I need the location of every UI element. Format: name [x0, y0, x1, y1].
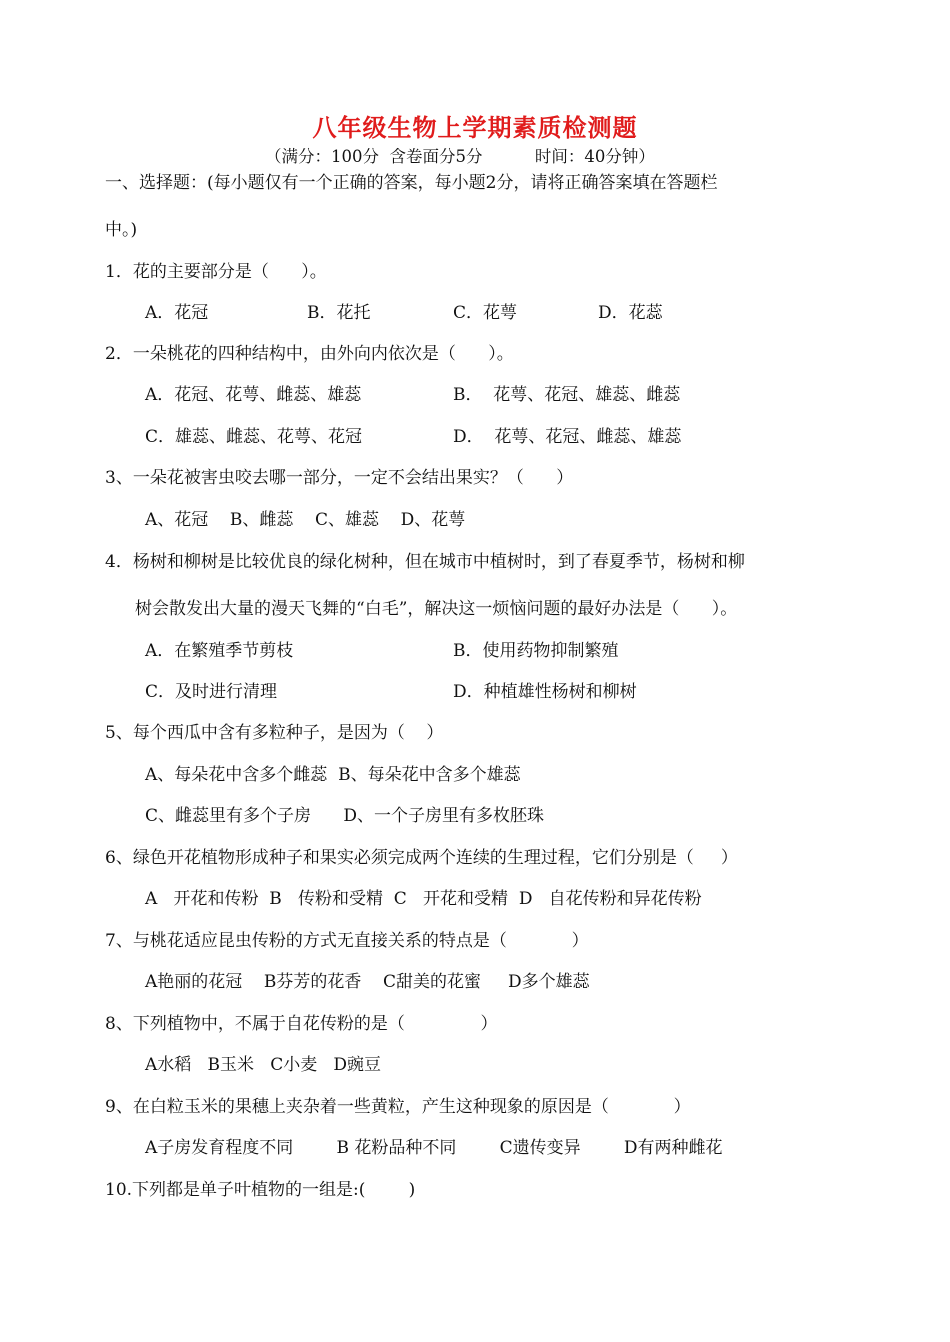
question-1-option-b: B．花托 — [307, 303, 371, 323]
question-2-stem: 2．一朵桃花的四种结构中，由外向内依次是（ ）。 — [105, 344, 514, 364]
question-4-stem: 4．杨树和柳树是比较优良的绿化树种，但在城市中植树时，到了春夏季节，杨树和柳 — [105, 552, 745, 572]
question-1-option-a: A．花冠 — [145, 303, 209, 323]
question-3-options: A、花冠 B、雌蕊 C、雄蕊 D、花萼 — [145, 510, 466, 530]
question-1-option-d: D．花蕊 — [598, 303, 663, 323]
question-10-stem: 10.下列都是单子叶植物的一组是:( ) — [105, 1180, 416, 1200]
question-4-option-a: A．在繁殖季节剪枝 — [145, 641, 294, 661]
question-2-option-c: C．雄蕊、雌蕊、花萼、花冠 — [145, 427, 363, 447]
question-1-stem: 1．花的主要部分是（ ）。 — [105, 262, 327, 282]
question-8-stem: 8、下列植物中，不属于自花传粉的是（ ） — [105, 1014, 498, 1034]
question-9-stem: 9、在白粒玉米的果穗上夹杂着一些黄粒，产生这种现象的原因是（ ） — [105, 1097, 691, 1117]
question-5-options-line1: A、每朵花中含多个雌蕊 B、每朵花中含多个雄蕊 — [145, 765, 521, 785]
question-3-stem: 3、一朵花被害虫咬去哪一部分，一定不会结出果实？（ ） — [105, 468, 574, 488]
question-2-option-b: B． 花萼、花冠、雄蕊、雌蕊 — [453, 385, 681, 405]
question-2-option-d: D． 花萼、花冠、雌蕊、雄蕊 — [453, 427, 682, 447]
question-9-options: A子房发育程度不同 B 花粉品种不同 C遗传变异 D有两种雌花 — [145, 1138, 723, 1158]
question-5-stem: 5、每个西瓜中含有多粒种子，是因为（ ） — [105, 723, 444, 743]
question-4-stem-continued: 树会散发出大量的漫天飞舞的“白毛”，解决这一烦恼问题的最好办法是（ ）。 — [135, 599, 738, 619]
question-2-option-a: A．花冠、花萼、雌蕊、雄蕊 — [145, 385, 362, 405]
question-4-option-b: B．使用药物抑制繁殖 — [453, 641, 619, 661]
question-4-option-c: C．及时进行清理 — [145, 682, 278, 702]
question-6-stem: 6、绿色开花植物形成种子和果实必须完成两个连续的生理过程，它们分别是（ ） — [105, 848, 738, 868]
section-heading-line2: 中。) — [105, 220, 138, 240]
question-7-stem: 7、与桃花适应昆虫传粉的方式无直接关系的特点是（ ） — [105, 931, 589, 951]
question-5-options-line2: C、雌蕊里有多个子房 D、一个子房里有多枚胚珠 — [145, 806, 545, 826]
exam-subtitle: （满分：100分 含卷面分5分 时间：40分钟） — [265, 147, 655, 166]
question-8-options: A水稻 B玉米 C小麦 D豌豆 — [145, 1055, 382, 1075]
section-heading-line1: 一、选择题：(每小题仅有一个正确的答案，每小题2分，请将正确答案填在答题栏 — [105, 173, 718, 193]
question-1-option-c: C．花萼 — [453, 303, 518, 323]
question-6-options: A 开花和传粉 B 传粉和受精 C 开花和受精 D 自花传粉和异花传粉 — [145, 889, 702, 909]
exam-title: 八年级生物上学期素质检测题 — [312, 113, 638, 142]
question-7-options: A艳丽的花冠 B芬芳的花香 C甜美的花蜜 D多个雄蕊 — [145, 972, 590, 992]
question-4-option-d: D．种植雄性杨树和柳树 — [453, 682, 637, 702]
